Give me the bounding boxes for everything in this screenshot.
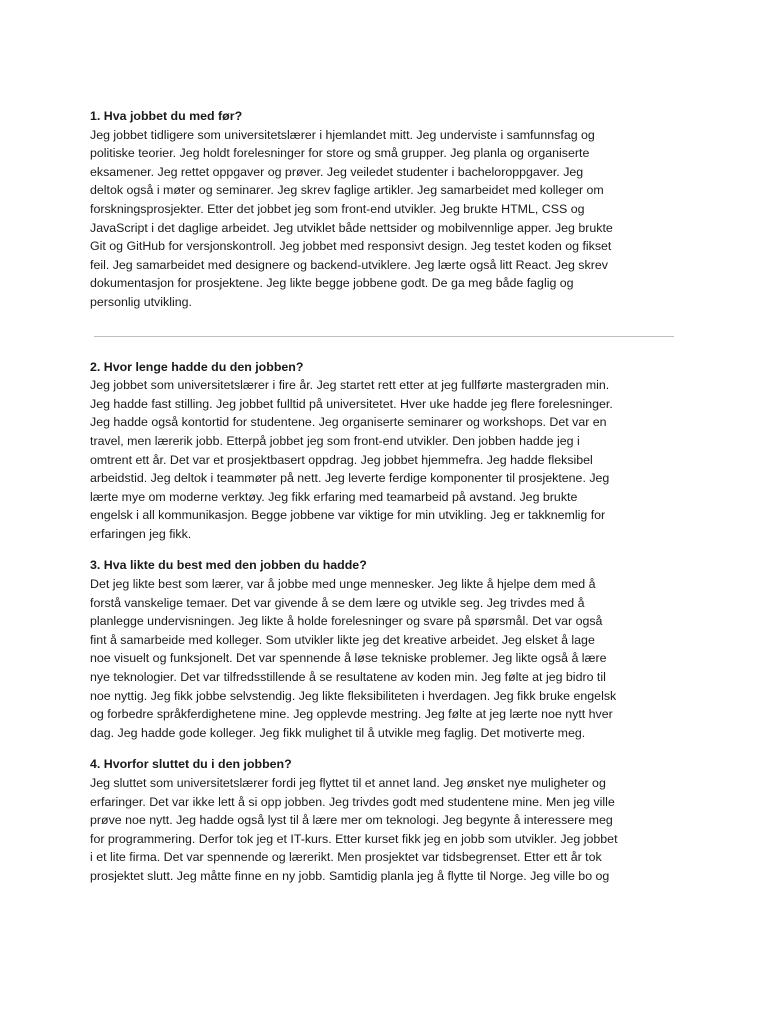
question-section-1	[90, 107, 682, 312]
question-section-2	[90, 358, 682, 544]
question-section-4	[90, 755, 682, 885]
answer-paragraph: Jeg jobbet som universitetslærer i fire år. Jeg startet rett etter at jeg fullførte mastergraden min. Jeg hadde fast stilling. Jeg jobbet fulltid på universitetet. Hver uke hadde jeg flere forelesninger. Jeg hadde også kontortid for studentene. Jeg organiserte seminarer og workshops. Det var en travel, men lærerik jobb. Etterpå jobbet jeg som front-end utvikler. Den jobben hadde jeg i omtrent ett år. Det var et prosjektbasert oppdrag. Jeg jobbet hjemmefra. Jeg hadde fleksibel arbeidstid. Jeg deltok i teammøter på nett. Jeg leverte ferdige komponenter til prosjektene. Jeg lærte mye om moderne verktøy. Jeg fikk erfaring med teamarbeid på avstand. Jeg brukte engelsk i all kommunikasjon. Begge jobbene var viktige for min utvikling. Jeg er takknemlig for erfaringen jeg fikk.	[90, 378, 613, 541]
horizontal-divider	[94, 336, 674, 337]
answer-paragraph: Jeg sluttet som universitetslærer fordi jeg flyttet til et annet land. Jeg ønsket nye muligheter og erfaringer. Det var ikke lett å si opp jobben. Jeg trivdes godt med studentene mine. Men jeg ville prøve noe nytt. Jeg hadde også lyst til å lære mer om teknologi. Jeg begynte å interessere meg for programmering. Derfor tok jeg et IT-kurs. Etter kurset fikk jeg en jobb som utvikler. Jeg jobbet i et lite firma. Det var spennende og lærerikt. Men prosjektet var tidsbegrenset. Etter ett år tok prosjektet slutt. Jeg måtte finne en ny jobb. Samtidig planla jeg å flytte til Norge. Jeg ville bo og	[90, 776, 618, 883]
question-heading: 3. Hva likte du best med den jobben du hadde?	[90, 558, 367, 573]
section-spacer	[90, 543, 682, 556]
document-page	[90, 107, 682, 886]
answer-paragraph: Det jeg likte best som lærer, var å jobbe med unge mennesker. Jeg likte å hjelpe dem med å forstå vanskelige temaer. Det var givende å se dem lære og utvikle seg. Jeg trivdes med å planlegge undervisningen. Jeg likte å holde forelesninger og svare på spørsmål. Det var også fint å samarbeide med kolleger. Som utvikler likte jeg det kreative arbeidet. Jeg elsket å lage noe visuelt og funksjonelt. Det var spennende å løse tekniske problemer. Jeg likte også å lære nye teknologier. Det var tilfredsstillende å se resultatene av koden min. Jeg følte at jeg bidro til noe nyttig. Jeg fikk jobbe selvstendig. Jeg likte fleksibiliteten i hverdagen. Jeg fikk bruke engelsk og forbedre språkferdighetene mine. Jeg opplevde mestring. Jeg følte at jeg lærte noe nytt hver dag. Jeg hadde gode kolleger. Jeg fikk mulighet til å utvikle meg faglig. Det motiverte meg.	[90, 577, 617, 740]
question-heading: 2. Hvor lenge hadde du den jobben?	[90, 359, 304, 374]
question-section-3	[90, 556, 682, 742]
answer-paragraph: Jeg jobbet tidligere som universitetslærer i hjemlandet mitt. Jeg underviste i samfunnsfag og politiske teorier. Jeg holdt forelesninger for store og små grupper. Jeg planla og organiserte eksamener. Jeg rettet oppgaver og prøver. Jeg veiledet studenter i bacheloroppgaver. Jeg deltok også i møter og seminarer. Jeg skrev faglige artikler. Jeg samarbeidet med kolleger om forskningsprosjekter. Etter det jobbet jeg som front-end utvikler. Jeg brukte HTML, CSS og JavaScript i det daglige arbeidet. Jeg utviklet både nettsider og mobilvennlige apper. Jeg brukte Git og GitHub for versjonskontroll. Jeg jobbet med responsivt design. Jeg testet koden og fikset feil. Jeg samarbeidet med designere og backend-utviklere. Jeg lærte også litt React. Jeg skrev dokumentasjon for prosjektene. Jeg likte begge jobbene godt. De ga meg både faglig og personlig utvikling.	[90, 127, 613, 309]
section-spacer	[90, 742, 682, 755]
question-heading: 1. Hva jobbet du med før?	[90, 109, 243, 123]
question-heading: 4. Hvorfor sluttet du i den jobben?	[90, 757, 292, 772]
